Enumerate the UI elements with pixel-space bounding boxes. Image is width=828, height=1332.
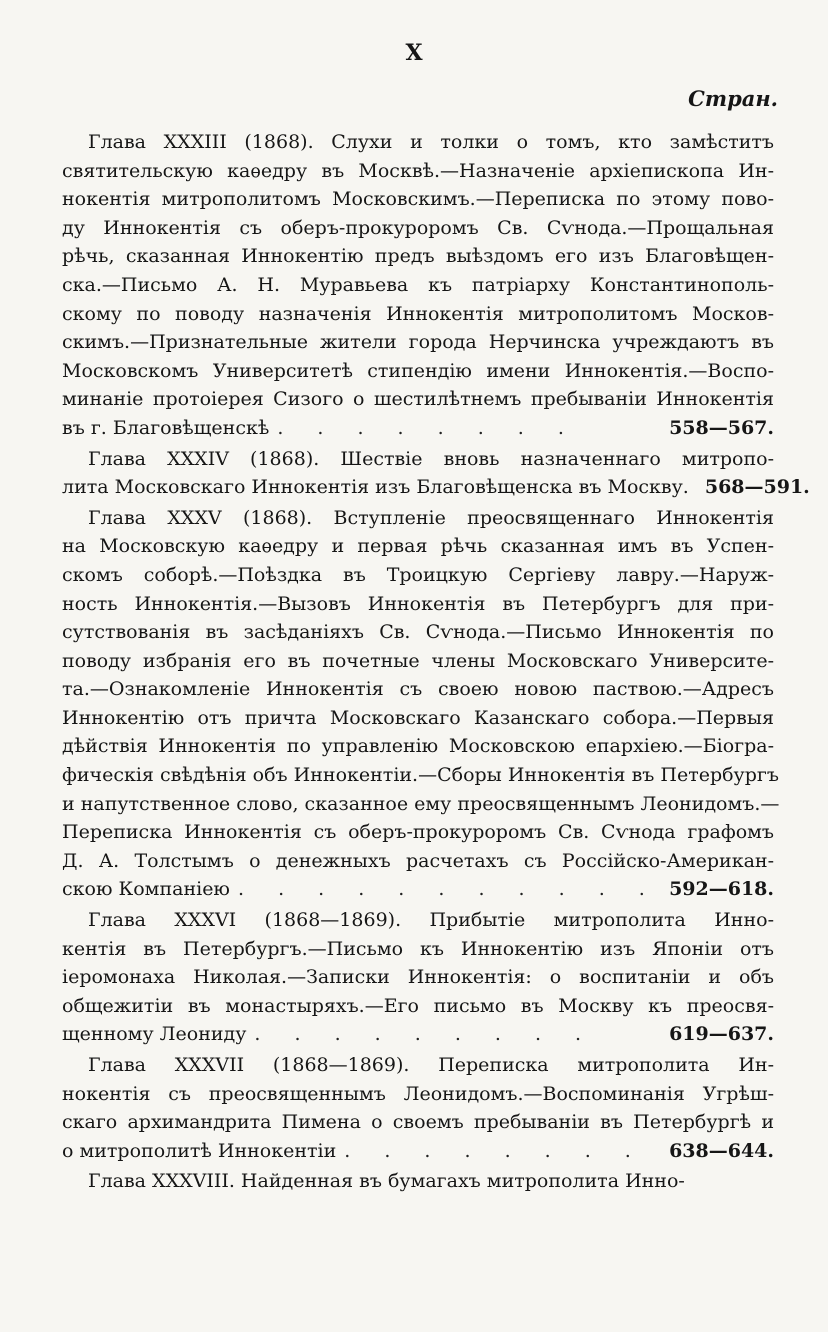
pages-column-header: Стран.	[688, 86, 778, 111]
entry-last-line	[62, 1020, 774, 1049]
entry-line: Глава XXXIII (1868). Слухи и толки о томъ, кто замѣститъ	[88, 131, 774, 153]
entry-line: на Московскую каѳедру и первая рѣчь сказанная имъ въ Успен-	[62, 535, 774, 558]
entry-line: общежитіи въ монастыряхъ.—Его письмо въ Москву къ преосвя-	[62, 994, 774, 1017]
entry-line: ска.—Письмо А. Н. Муравьева къ патріарху Константинополь-	[62, 273, 774, 296]
toc-entry-chapter-35	[62, 504, 780, 904]
entry-line: Глава XXXV (1868). Вступленіе преосвященнаго Иннокентія	[88, 506, 774, 529]
entry-line: и напутственное слово, сказанное ему преосвященнымъ Леонидомъ.—	[62, 792, 780, 815]
entry-line: скому по поводу назначенія Иннокентія митрополитомъ Москов-	[62, 302, 774, 325]
entry-line: фическія свѣдѣнія объ Иннокентіи.—Сборы Иннокентія въ Петербургъ	[62, 764, 779, 787]
page-number: X	[405, 40, 423, 66]
entry-line-text: щенному Леониду	[62, 1023, 247, 1046]
entry-last-line	[62, 473, 810, 502]
entry-line: поводу избранія его въ почетные члены Московскаго Университе-	[62, 649, 774, 672]
toc-entry-chapter-38	[62, 1167, 774, 1196]
entry-line: скаго архимандрита Пимена о своемъ пребываніи въ Петербургѣ и	[62, 1111, 774, 1134]
entry-line: скомъ соборѣ.—Поѣздка въ Троицкую Сергіеву лавру.—Наруж-	[62, 563, 774, 586]
entry-line: рѣчь, сказанная Иннокентію предъ выѣздомъ его изъ Благовѣщен-	[62, 245, 774, 268]
entry-line: Д. А. Толстымъ о денежныхъ расчетахъ съ Россійско-Американ-	[62, 849, 774, 872]
dot-leader: . . . . . . . . . . .	[237, 878, 659, 901]
entry-line: минаніе протоіерея Сизого о шестилѣтнемъ пребываніи Иннокентія	[62, 388, 774, 411]
entry-line: Московскомъ Университетѣ стипендію имени Иннокентія.—Воспо-	[62, 359, 774, 382]
entry-line: сутствованія въ засѣданіяхъ Св. Сѵнода.—Письмо Иннокентія по	[62, 621, 774, 644]
entry-line: нокентія митрополитомъ Московскимъ.—Переписка по этому пово-	[62, 188, 774, 211]
entry-line: ду Иннокентія съ оберъ-прокуроромъ Св. Сѵнода.—Прощальная	[62, 216, 774, 239]
toc-entry-chapter-33	[62, 128, 774, 443]
entry-line: Глава XXXVI (1868—1869). Прибытіе митрополита Инно-	[88, 909, 774, 932]
dot-leader: . . . . . . . . .	[254, 1023, 596, 1046]
entry-line: нокентія съ преосвященнымъ Леонидомъ.—Воспоминанія Угрѣш-	[62, 1082, 774, 1105]
entry-line: скимъ.—Признательные жители города Нерчинска учреждаютъ въ	[62, 331, 774, 354]
page-range: 568—591.	[704, 476, 810, 499]
entry-line-text: Глава XXXVIII. Найденная въ бумагахъ митрополита Инно-	[88, 1170, 685, 1193]
entry-line-text: скою Компаніею	[62, 878, 230, 901]
page-range: 619—637.	[669, 1023, 774, 1046]
entry-line: Глава XXXIV (1868). Шествіе вновь назначеннаго митропо-	[88, 447, 774, 470]
page-range: 592—618.	[669, 878, 774, 901]
entry-line: Переписка Иннокентія съ оберъ-прокуроромъ Св. Сѵнода графомъ	[62, 821, 774, 844]
dot-leader: . . . . . . . .	[344, 1139, 645, 1162]
entry-last-line	[62, 414, 774, 443]
page-range: 638—644.	[669, 1139, 774, 1162]
entry-line-text: лита Московскаго Иннокентія изъ Благовѣщенска въ Москву.	[62, 476, 689, 499]
entry-last-line	[62, 875, 774, 904]
entry-last-line	[62, 1137, 774, 1166]
entry-line: кентія въ Петербургъ.—Письмо къ Иннокентію изъ Японіи отъ	[62, 937, 774, 960]
entry-line: святительскую каѳедру въ Москвѣ.—Назначеніе архіепископа Ин-	[62, 159, 774, 182]
entry-line: іеромонаха Николая.—Записки Иннокентія: о воспитаніи и объ	[62, 966, 774, 989]
entry-line-text: въ г. Благовѣщенскѣ	[62, 416, 270, 439]
entry-line-text: о митрополитѣ Иннокентіи	[62, 1139, 337, 1162]
entry-line: Глава XXXVII (1868—1869). Переписка митрополита Ин-	[88, 1054, 774, 1076]
entry-line: дѣйствія Иннокентія по управленію Московскою епархіею.—Біогра-	[62, 735, 774, 758]
toc-entry-chapter-37	[62, 1051, 774, 1165]
entry-last-line	[62, 1167, 774, 1196]
entry-line: Иннокентію отъ причта Московскаго Казанскаго собора.—Первыя	[62, 706, 774, 729]
toc-entry-chapter-34	[62, 445, 810, 502]
page-range: 558—567.	[669, 416, 774, 439]
table-of-contents	[62, 128, 810, 1198]
entry-line: та.—Ознакомленіе Иннокентія съ своею новою паствою.—Адресъ	[62, 678, 774, 701]
toc-entry-chapter-36	[62, 906, 774, 1049]
dot-leader: . . . . . . . .	[277, 416, 578, 439]
entry-line: ность Иннокентія.—Вызовъ Иннокентія въ Петербургъ для при-	[62, 592, 774, 615]
